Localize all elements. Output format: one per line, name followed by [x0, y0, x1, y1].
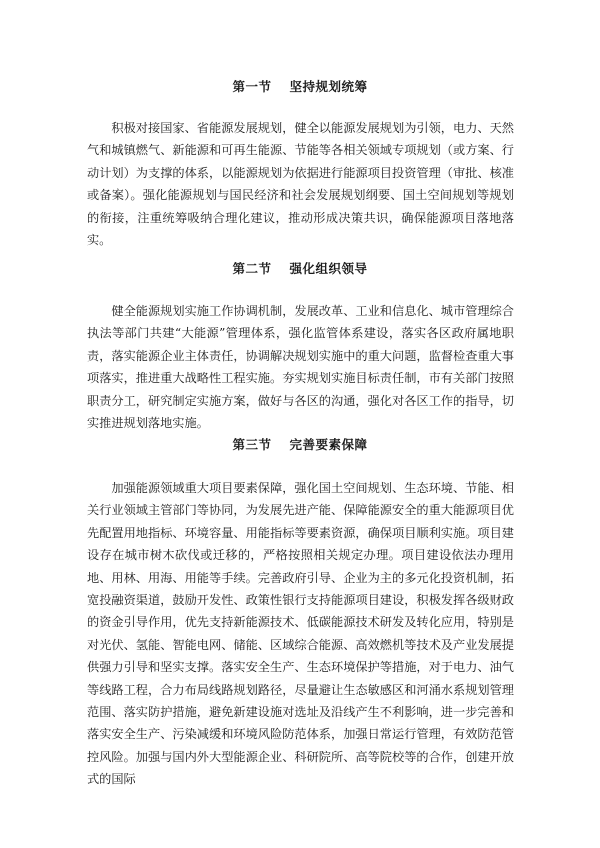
section-heading	[0, 261, 600, 277]
section-title: 完善要素保障	[289, 437, 368, 452]
section-heading	[0, 437, 600, 453]
section-number: 第一节	[232, 79, 272, 94]
section-heading	[0, 79, 600, 95]
section-number: 第三节	[232, 437, 272, 452]
section-paragraph: 健全能源规划实施工作协调机制，发展改革、工业和信息化、城市管理综合执法等部门共建“大能源”管理体系，强化监管体系建设，落实各区政府属地职责，落实能源企业主体责任，协调解决规划实施中的重大问题，监督检查重大事项落实，推进重大战略性工程实施。夯实规划实施目标责任制，市有关部门按照职责分工，研究制定实施方案，做好与各区的沟通，强化对各区工作的指导，切实推进规划落地实施。	[87, 304, 514, 431]
section-paragraph: 加强能源领域重大项目要素保障，强化国土空间规划、生态环境、节能、相关行业领域主管部门等协同，为发展先进产能、保障能源安全的重大能源项目优先配置用地指标、环境容量、用能指标等要素资源，确保项目顺利实施。项目建设存在城市树木砍伐或迁移的，严格按照相关规定办理。项目建设依法办理用地、用林、用海、用能等手续。完善政府引导、企业为主的多元化投资机制，拓宽投融资渠道，鼓励开发性、政策性银行支持能源项目建设，积极发挥各级财政的资金引导作用，优先支持新能源技术、低碳能源技术研发及转化应用，特别是对光伏、氢能、智能电网、储能、区域综合能源、高效燃机等技术及产业发展提供强力引导和坚实支撑。落实安全生产、生态环境保护等措施，对于电力、油气等线路工程，合力布局线路规划路径，尽量避让生态敏感区和河涌水系规划管理范围、落实防护措施，避免新建设施对选址及沿线产生不利影响，进一步完善和落实安全生产、污染减缓和环境风险防范体系，加强日常运行管理，有效防范管控风险。加强与国内外大型能源企业、科研院所、高等院校等的合作，创建开放式的国际	[87, 481, 514, 787]
section-title: 强化组织领导	[289, 261, 368, 276]
section-title: 坚持规划统筹	[289, 79, 368, 94]
section-paragraph: 积极对接国家、省能源发展规划，健全以能源发展规划为引领，电力、天然气和城镇燃气、新能源和可再生能源、节能等各相关领域专项规划（或方案、行动计划）为支撑的体系，以能源规划为依据进行能源项目投资管理（审批、核准或备案）。强化能源规划与国民经济和社会发展规划纲要、国土空间规划等规划的衔接，注重统筹吸纳合理化建议，推动形成决策共识，确保能源项目落地落实。	[87, 121, 514, 248]
section-number: 第二节	[232, 261, 272, 276]
